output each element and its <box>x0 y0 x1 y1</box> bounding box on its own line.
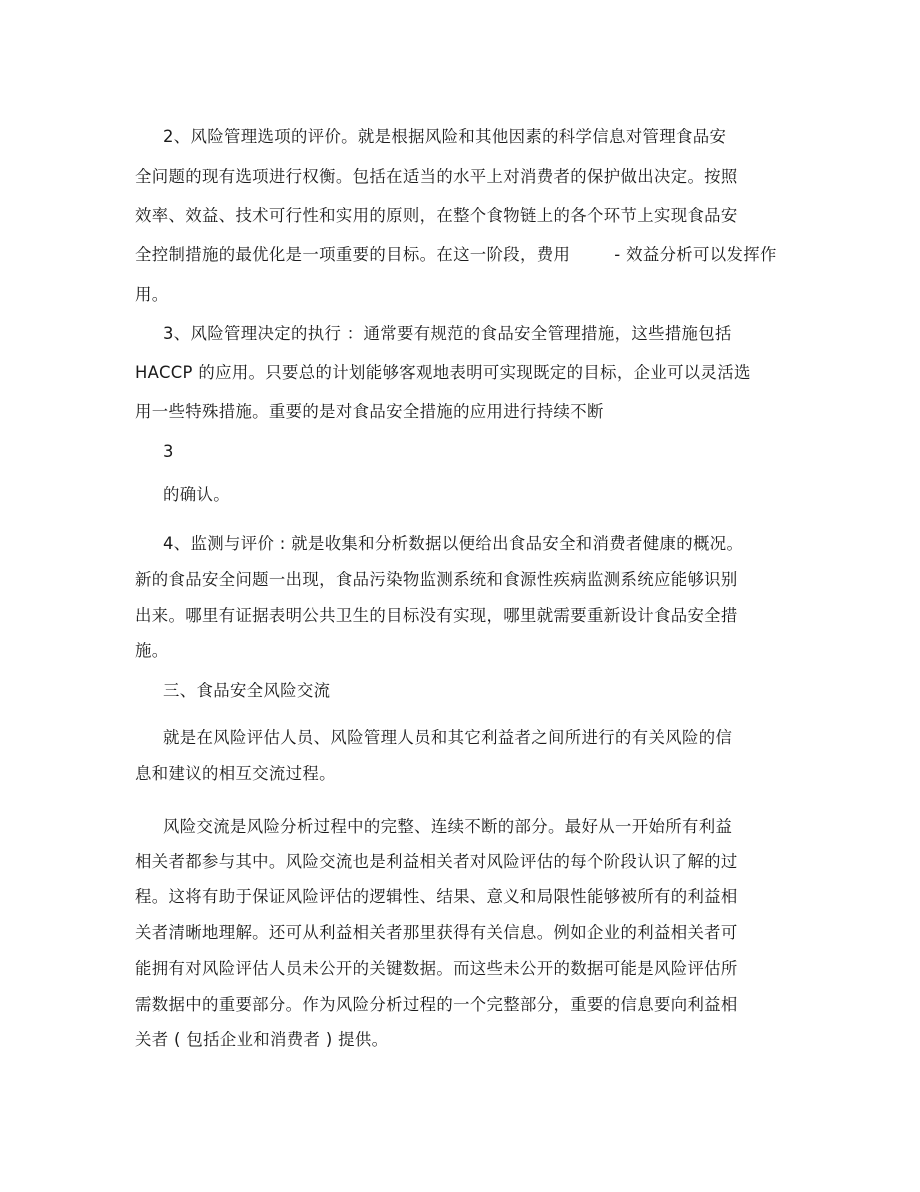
paragraph-2-line-1: 2、风险管理选项的评价。就是根据风险和其他因素的科学信息对管理食品安 <box>163 127 727 146</box>
paragraph-2-line-4-part-b: - 效益分析可以发挥作 <box>614 245 777 264</box>
section-heading: 三、食品安全风险交流 <box>163 681 331 700</box>
paragraph-6-line-1: 风险交流是风险分析过程中的完整、连续不断的部分。最好从一开始所有利益 <box>163 817 733 836</box>
paragraph-4-line-4: 施。 <box>135 641 169 660</box>
paragraph-3-line-2: HACCP 的应用。只要总的计划能够客观地表明可实现既定的目标，企业可以灵活选 <box>135 363 751 382</box>
paragraph-6-line-2: 相关者都参与其中。风险交流也是利益相关者对风险评估的每个阶段认识了解的过 <box>135 852 738 871</box>
paragraph-6-line-6: 需数据中的重要部分。作为风险分析过程的一个完整部分，重要的信息要向利益相 <box>135 995 738 1014</box>
paragraph-6-line-7: 关者 ( 包括企业和消费者 ) 提供。 <box>135 1030 389 1049</box>
paragraph-6-line-5: 能拥有对风险评估人员未公开的关键数据。而这些未公开的数据可能是风险评估所 <box>135 959 738 978</box>
paragraph-4-line-3: 出来。哪里有证据表明公共卫生的目标没有实现，哪里就需要重新设计食品安全措 <box>135 606 738 625</box>
paragraph-6-line-3: 程。这将有助于保证风险评估的逻辑性、结果、意义和局限性能够被所有的利益相 <box>135 887 738 906</box>
page-number: 3 <box>163 442 174 461</box>
paragraph-5-line-1: 就是在风险评估人员、风险管理人员和其它利益者之间所进行的有关风险的信 <box>163 728 733 747</box>
paragraph-2-line-3: 效率、效益、技术可行性和实用的原则，在整个食物链上的各个环节上实现食品安 <box>135 206 738 225</box>
paragraph-3-line-1: 3、风险管理决定的执行 ：通常要有规范的食品安全管理措施，这些措施包括 <box>163 324 732 343</box>
paragraph-3-line-3: 用一些特殊措施。重要的是对食品安全措施的应用进行持续不断 <box>135 402 604 421</box>
paragraph-2-line-4 <box>135 244 777 266</box>
paragraph-2-line-5: 用。 <box>135 285 169 304</box>
paragraph-3-continued: 的确认。 <box>163 485 230 504</box>
paragraph-6-line-4: 关者清晰地理解。还可从利益相关者那里获得有关信息。例如企业的利益相关者可 <box>135 923 738 942</box>
paragraph-2-line-4-part-a: 全控制措施的最优化是一项重要的目标。在这一阶段，费用 <box>135 245 571 264</box>
paragraph-5-line-2: 息和建议的相互交流过程。 <box>135 764 336 783</box>
paragraph-4-line-1: 4、监测与评价 : 就是收集和分析数据以便给出食品安全和消费者健康的概况。 <box>163 534 744 553</box>
paragraph-4-line-2: 新的食品安全问题一出现，食品污染物监测系统和食源性疾病监测系统应能够识别 <box>135 570 738 589</box>
paragraph-2-line-2: 全问题的现有选项进行权衡。包括在适当的水平上对消费者的保护做出决定。按照 <box>135 167 738 186</box>
